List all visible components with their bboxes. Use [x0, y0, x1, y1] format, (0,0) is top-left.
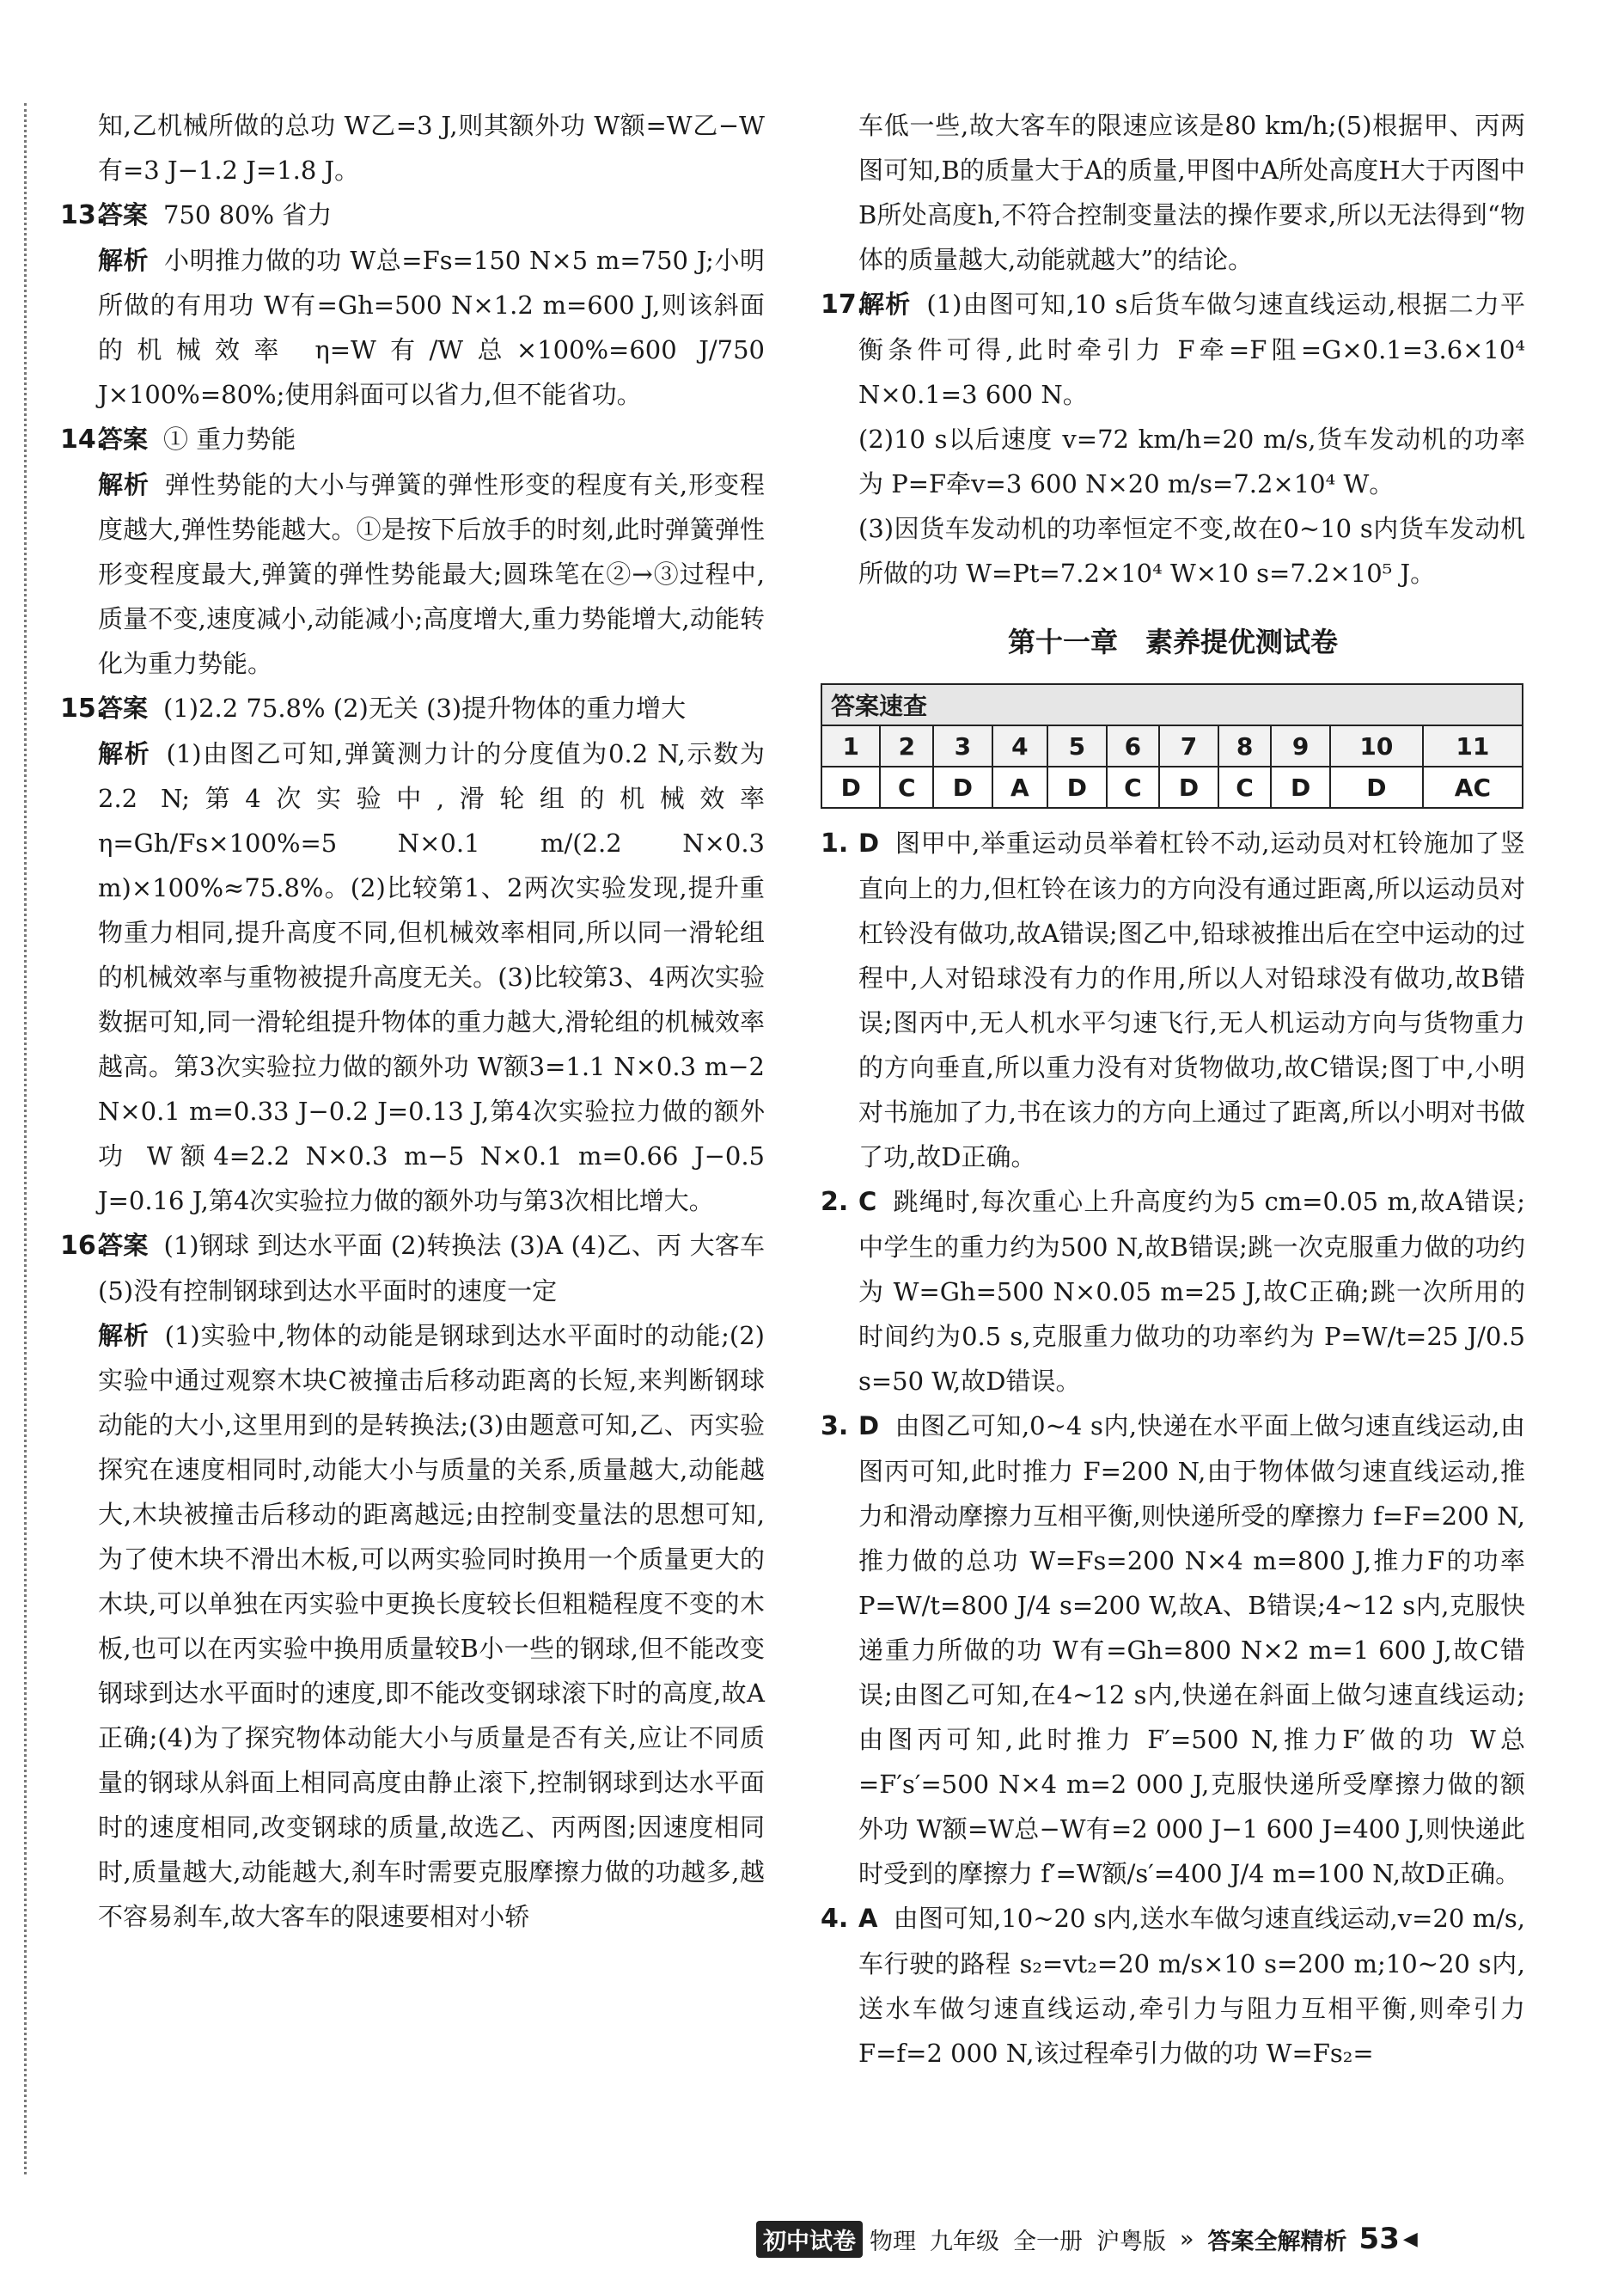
q15-answer: 15.答案 (1)2.2 75.8% (2)无关 (3)提升物体的重力增大	[60, 694, 687, 724]
answer-value: D	[821, 767, 880, 808]
answer-value: D	[1047, 767, 1106, 808]
left-para-0: 知,乙机械所做的总功 W乙=3 J,则其额外功 W额=W乙−W有=3 J−1.2 J=1.8 J。	[98, 111, 765, 185]
q17-part2: (2)10 s以后速度 v=72 km/h=20 m/s,货车发动机的功率为 P=F牵v=3 600 N×20 m/s=7.2×10⁴ W。	[858, 425, 1525, 498]
ch11-q4: 4. A 由图可知,10~20 s内,送水车做匀速直线运动,v=20 m/s,车行驶的路程 s₂=vt₂=20 m/s×10 s=200 m;10~20 s内,送水车做匀速直线运动,牵引力与阻力互相平衡,则牵引力 F=f=2 000 N,该过程牵引力做的功 W=Fs₂=	[821, 1904, 1525, 2068]
q17-part3: (3)因货车发动机的功率恒定不变,故在0~10 s内货车发动机所做的功 W=Pt=7.2×10⁴ W×10 s=7.2×10⁵ J。	[858, 514, 1525, 588]
answer-number: 1	[821, 725, 880, 767]
ch11-q2: 2. C 跳绳时,每次重心上升高度约为5 cm=0.05 m,故A错误;中学生的重力约为500 N,故B错误;跳一次克服重力做的功约为 W=Gh=500 N×0.05 m=25 J,故C正确;跳一次所用的时间约为0.5 s,克服重力做功的功率约为 P=W/t=25 J/0.5 s=50 W,故D错误。	[821, 1187, 1525, 1396]
answer-table-numbers-row	[821, 725, 1523, 767]
answer-value: D	[1271, 767, 1329, 808]
page-footer	[756, 2217, 1418, 2260]
q15-analysis: 解析 (1)由图乙可知,弹簧测力计的分度值为0.2 N,示数为2.2 N;第4次实验中,滑轮组的机械效率 η=Gh/Fs×100%=5 N×0.1 m/(2.2 N×0.3 m)×100%≈75.8%。(2)比较第1、2两次实验发现,提升重物重力相同,提升高度不同,但机械效率相同,所以同一滑轮组的机械效率与重物被提升高度无关。(3)比较第3、4两次实验数据可知,同一滑轮组提升物体的重力越大,滑轮组的机械效率越高。第3次实验拉力做的额外功 W额3=1.1 N×0.3 m−2 N×0.1 m=0.33 J−0.2 J=0.13 J,第4次实验拉力做的额外功 W额4=2.2 N×0.3 m−5 N×0.1 m=0.66 J−0.5 J=0.16 J,第4次实验拉力做的额外功与第3次相比增大。	[98, 739, 765, 1215]
answer-number: 8	[1218, 725, 1272, 767]
answer-value: C	[1218, 767, 1272, 808]
margin-dotted-rule	[24, 103, 27, 2174]
left-triangle-icon: ◀	[1402, 2228, 1418, 2250]
answer-table-answers-row	[821, 767, 1523, 808]
answer-number: 3	[933, 725, 992, 767]
answer-number: 4	[992, 725, 1047, 767]
answer-value: A	[992, 767, 1047, 808]
q14-answer: 14.答案 ① 重力势能	[60, 425, 296, 455]
q16-analysis: 解析 (1)实验中,物体的动能是钢球到达水平面时的动能;(2)实验中通过观察木块C被撞击后移动距离的长短,来判断钢球动能的大小,这里用到的是转换法;(3)由题意可知,乙、丙实验探究在速度相同时,动能大小与质量的关系,质量越大,动能越大,木块被撞击后移动的距离越远;由控制变量法的思想可知,为了使木块不滑出木板,可以两实验同时换用一个质量更大的木块,可以单独在丙实验中更换长度较长但粗糙程度不变的木板,也可以在丙实验中换用质量较B小一些的钢球,但不能改变钢球到达水平面时的速度,即不能改变钢球滚下时的高度,故A正确;(4)为了探究物体动能大小与质量是否有关,应让不同质量的钢球从斜面上相同高度由静止滚下,控制钢球到达水平面时的速度相同,改变钢球的质量,故选乙、丙两图;因速度相同时,质量越大,动能越大,刹车时需要克服摩擦力做的功越多,越不容易刹车,故大客车的限速要相对小轿	[98, 1321, 765, 1931]
footer-brand: 初中试卷	[756, 2221, 863, 2258]
q13-answer: 13.答案 750 80% 省力	[60, 200, 333, 230]
answer-number: 7	[1159, 725, 1218, 767]
answer-number: 6	[1107, 725, 1160, 767]
answer-value: D	[1330, 767, 1423, 808]
answer-number: 10	[1330, 725, 1423, 767]
answer-value: D	[933, 767, 992, 808]
q13-analysis: 解析 小明推力做的功 W总=Fs=150 N×5 m=750 J;小明所做的有用功 W有=Gh=500 N×1.2 m=600 J,则该斜面的机械效率 η=W有/W总×100%=600 J/750 J×100%=80%;使用斜面可以省力,但不能省功。	[98, 246, 765, 409]
q17-analysis: 17.解析 (1)由图可知,10 s后货车做匀速直线运动,根据二力平衡条件可得,此时牵引力 F牵=F阻=G×0.1=3.6×10⁴ N×0.1=3 600 N。	[821, 290, 1525, 409]
left-column	[60, 103, 765, 1939]
ch11-q3: 3. D 由图乙可知,0~4 s内,快递在水平面上做匀速直线运动,由图丙可知,此时推力 F=200 N,由于物体做匀速直线运动,推力和滑动摩擦力互相平衡,则快递所受的摩擦力 f=F=200 N,推力做的总功 W=Fs=200 N×4 m=800 J,推力F的功率 P=W/t=800 J/4 s=200 W,故A、B错误;4~12 s内,克服快递重力所做的功 W有=Gh=800 N×2 m=1 600 J,故C错误;由图乙可知,在4~12 s内,快递在斜面上做匀速直线运动;由图丙可知,此时推力 F′=500 N,推力F′做的功 W总=F′s′=500 N×4 m=2 000 J,克服快递所受摩擦力做的额外功 W额=W总−W有=2 000 J−1 600 J=400 J,则快递此时受到的摩擦力 f′=W额/s′=400 J/4 m=100 N,故D正确。	[821, 1411, 1525, 1888]
chapter-title: 第十一章 素养提优测试卷	[1007, 626, 1338, 658]
q16-analysis-cont: 车低一些,故大客车的限速应该是80 km/h;(5)根据甲、丙两图可知,B的质量大于A的质量,甲图中A所处高度H大于丙图中B所处高度h,不符合控制变量法的操作要求,所以无法得到“物体的质量越大,动能就越大”的结论。	[858, 111, 1525, 274]
footer-volume: 全一册	[1013, 2228, 1083, 2255]
answer-number: 5	[1047, 725, 1106, 767]
answer-quick-check-table	[821, 683, 1523, 809]
q14-analysis: 解析 弹性势能的大小与弹簧的弹性形变的程度有关,形变程度越大,弹性势能越大。①是按下后放手的时刻,此时弹簧弹性形变程度最大,弹簧的弹性势能最大;圆珠笔在②→③过程中,质量不变,速度减小,动能减小;高度增大,重力势能增大,动能转化为重力势能。	[98, 470, 765, 678]
page-number: 53	[1358, 2222, 1400, 2256]
ch11-q1: 1. D 图甲中,举重运动员举着杠铃不动,运动员对杠铃施加了竖直向上的力,但杠铃在该力的方向没有通过距离,所以运动员对杠铃没有做功,故A错误;图乙中,铅球被推出后在空中运动的过程中,人对铅球没有力的作用,所以人对铅球没有做功,故B错误;图丙中,无人机水平匀速飞行,无人机运动方向与货物重力的方向垂直,所以重力没有对货物做功,故C错误;图丁中,小明对书施加了力,书在该力的方向上通过了距离,所以小明对书做了功,故D正确。	[821, 829, 1525, 1171]
answer-number: 9	[1271, 725, 1329, 767]
double-chevron-icon: »	[1180, 2225, 1194, 2253]
answer-number: 11	[1423, 725, 1523, 767]
answer-value: D	[1159, 767, 1218, 808]
footer-subject: 物理	[870, 2228, 916, 2255]
answer-value: C	[1107, 767, 1160, 808]
answer-number: 2	[880, 725, 933, 767]
footer-edition: 沪粤版	[1096, 2228, 1166, 2255]
answer-table-header: 答案速查	[821, 684, 1523, 725]
q16-answer: 16.答案 (1)钢球 到达水平面 (2)转换法 (3)A (4)乙、丙 大客车 (5)没有控制钢球到达水平面时的速度一定	[60, 1231, 765, 1306]
footer-grade: 九年级	[930, 2228, 999, 2255]
answer-value: C	[880, 767, 933, 808]
right-column	[821, 103, 1525, 2076]
answer-value: AC	[1423, 767, 1523, 808]
footer-section: 答案全解精析	[1207, 2228, 1347, 2255]
